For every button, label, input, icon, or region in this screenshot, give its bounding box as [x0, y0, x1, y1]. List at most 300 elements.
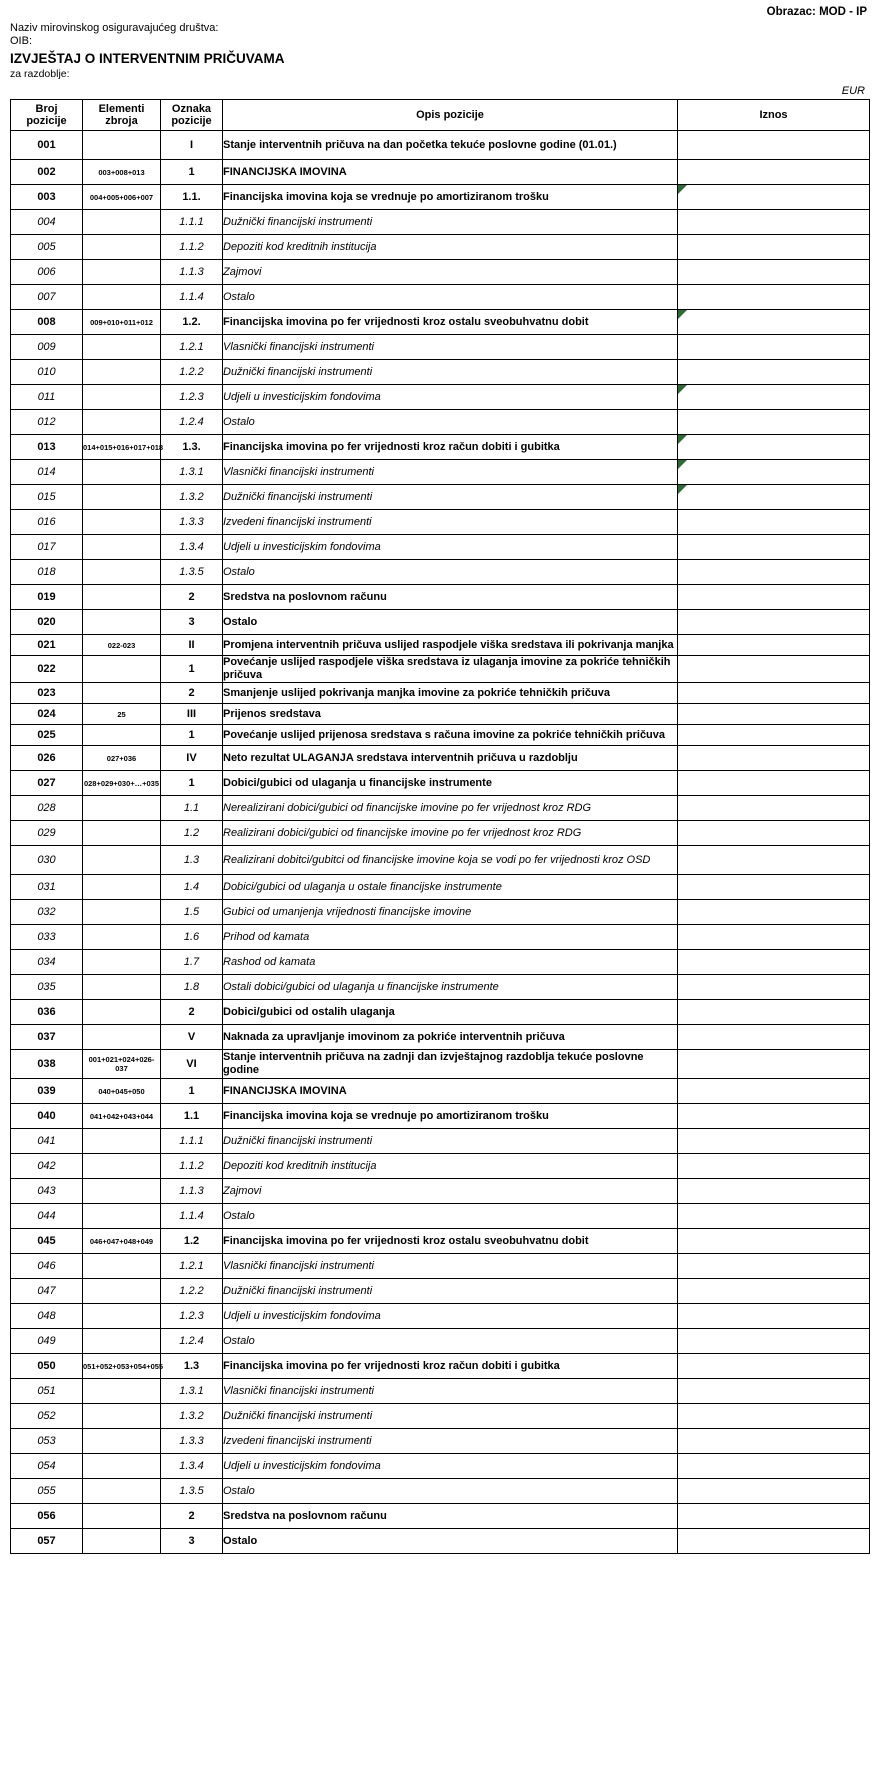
cell-oznaka-pozicije: 1.1.2 [161, 235, 223, 260]
cell-elementi-zbroja [83, 1404, 161, 1429]
table-row [11, 656, 870, 683]
col-header-opis-pozicije [223, 100, 678, 131]
cell-elementi-zbroja: 046+047+048+049 [83, 1229, 161, 1254]
cell-oznaka-pozicije: 1 [161, 771, 223, 796]
cell-opis-pozicije: Vlasnički financijski instrumenti [223, 335, 678, 360]
cell-iznos[interactable] [678, 846, 870, 875]
cell-opis-pozicije: Naknada za upravljanje imovinom za pokriće interventnih pričuva [223, 1025, 678, 1050]
cell-broj-pozicije: 008 [11, 310, 83, 335]
col-header-oznaka-line2: pozicije [171, 115, 212, 127]
table-row [11, 360, 870, 385]
cell-elementi-zbroja [83, 656, 161, 683]
cell-iznos[interactable] [678, 1429, 870, 1454]
cell-broj-pozicije: 022 [11, 656, 83, 683]
cell-elementi-zbroja [83, 725, 161, 746]
cell-iznos[interactable] [678, 704, 870, 725]
cell-elementi-zbroja [83, 1279, 161, 1304]
cell-elementi-zbroja [83, 410, 161, 435]
cell-oznaka-pozicije: 1.2.2 [161, 360, 223, 385]
table-row [11, 1229, 870, 1254]
col-header-oznaka-line1: Oznaka [171, 103, 212, 115]
cell-opis-pozicije: Financijska imovina po fer vrijednosti kroz ostalu sveobuhvatnu dobit [223, 310, 678, 335]
cell-oznaka-pozicije: 1 [161, 1079, 223, 1104]
cell-oznaka-pozicije: 1.3.4 [161, 535, 223, 560]
cell-broj-pozicije: 041 [11, 1129, 83, 1154]
cell-iznos-with-comment-marker[interactable] [678, 385, 870, 410]
cell-broj-pozicije: 012 [11, 410, 83, 435]
cell-elementi-zbroja [83, 485, 161, 510]
cell-elementi-zbroja [83, 535, 161, 560]
cell-oznaka-pozicije: I [161, 131, 223, 160]
cell-oznaka-pozicije: 1.2.1 [161, 335, 223, 360]
cell-iznos[interactable] [678, 335, 870, 360]
cell-broj-pozicije: 052 [11, 1404, 83, 1429]
cell-broj-pozicije: 031 [11, 875, 83, 900]
cell-iznos[interactable] [678, 925, 870, 950]
cell-broj-pozicije: 042 [11, 1154, 83, 1179]
table-row [11, 335, 870, 360]
cell-elementi-zbroja [83, 560, 161, 585]
cell-elementi-zbroja [83, 1379, 161, 1404]
cell-broj-pozicije: 039 [11, 1079, 83, 1104]
cell-broj-pozicije: 045 [11, 1229, 83, 1254]
cell-oznaka-pozicije: 1.3.3 [161, 510, 223, 535]
cell-iznos[interactable] [678, 360, 870, 385]
page-title: IZVJEŠTAJ O INTERVENTNIM PRIČUVAMA [10, 51, 285, 66]
cell-iznos[interactable] [678, 1204, 870, 1229]
cell-elementi-zbroja [83, 260, 161, 285]
cell-iznos[interactable] [678, 746, 870, 771]
cell-opis-pozicije: Dobici/gubici od ulaganja u financijske instrumente [223, 771, 678, 796]
cell-opis-pozicije: Financijska imovina koja se vrednuje po amortiziranom trošku [223, 1104, 678, 1129]
table-row [11, 1479, 870, 1504]
cell-iznos[interactable] [678, 635, 870, 656]
cell-elementi-zbroja [83, 385, 161, 410]
cell-elementi-zbroja [83, 1304, 161, 1329]
cell-opis-pozicije: Povećanje uslijed raspodjele viška sredstava iz ulaganja imovine za pokriće tehničkih pričuva [223, 656, 678, 683]
cell-oznaka-pozicije: 1.1 [161, 796, 223, 821]
cell-opis-pozicije: Ostalo [223, 610, 678, 635]
cell-oznaka-pozicije: 1.2 [161, 1229, 223, 1254]
table-row [11, 235, 870, 260]
cell-opis-pozicije: Udjeli u investicijskim fondovima [223, 535, 678, 560]
cell-oznaka-pozicije: 2 [161, 585, 223, 610]
cell-broj-pozicije: 027 [11, 771, 83, 796]
cell-iznos[interactable] [678, 1025, 870, 1050]
table-row [11, 1454, 870, 1479]
cell-elementi-zbroja [83, 1454, 161, 1479]
cell-broj-pozicije: 032 [11, 900, 83, 925]
cell-elementi-zbroja: 001+021+024+026-037 [83, 1050, 161, 1079]
cell-iznos[interactable] [678, 1404, 870, 1429]
cell-broj-pozicije: 020 [11, 610, 83, 635]
cell-opis-pozicije: Udjeli u investicijskim fondovima [223, 1454, 678, 1479]
cell-iznos[interactable] [678, 900, 870, 925]
cell-iznos[interactable] [678, 1129, 870, 1154]
cell-broj-pozicije: 025 [11, 725, 83, 746]
cell-elementi-zbroja [83, 360, 161, 385]
cell-elementi-zbroja [83, 1254, 161, 1279]
period-label: za razdoblje: [10, 68, 70, 80]
cell-broj-pozicije: 040 [11, 1104, 83, 1129]
cell-elementi-zbroja [83, 1154, 161, 1179]
cell-opis-pozicije: Ostalo [223, 1529, 678, 1554]
cell-opis-pozicije: FINANCIJSKA IMOVINA [223, 160, 678, 185]
cell-opis-pozicije: Realizirani dobitci/gubitci od financijske imovine koja se vodi po fer vrijednosti kroz OSD [223, 846, 678, 875]
cell-opis-pozicije: Stanje interventnih pričuva na dan početka tekuće poslovne godine (01.01.) [223, 131, 678, 160]
cell-iznos[interactable] [678, 1454, 870, 1479]
cell-iznos[interactable] [678, 771, 870, 796]
table-row [11, 1379, 870, 1404]
cell-iznos-with-comment-marker[interactable] [678, 185, 870, 210]
table-row [11, 725, 870, 746]
cell-elementi-zbroja: 004+005+006+007 [83, 185, 161, 210]
cell-oznaka-pozicije: 1.1 [161, 1104, 223, 1129]
interventne-pricuve-table [10, 99, 870, 1554]
cell-opis-pozicije: Smanjenje uslijed pokrivanja manjka imovine za pokriće tehničkih pričuva [223, 683, 678, 704]
cell-iznos[interactable] [678, 1050, 870, 1079]
table-row [11, 704, 870, 725]
cell-elementi-zbroja: 003+008+013 [83, 160, 161, 185]
cell-broj-pozicije: 029 [11, 821, 83, 846]
cell-iznos[interactable] [678, 1079, 870, 1104]
table-row [11, 925, 870, 950]
cell-opis-pozicije: Financijska imovina po fer vrijednosti kroz račun dobiti i gubitka [223, 1354, 678, 1379]
table-row [11, 1154, 870, 1179]
cell-broj-pozicije: 017 [11, 535, 83, 560]
cell-iznos[interactable] [678, 285, 870, 310]
cell-opis-pozicije: Rashod od kamata [223, 950, 678, 975]
cell-broj-pozicije: 002 [11, 160, 83, 185]
table-row [11, 1504, 870, 1529]
cell-iznos[interactable] [678, 950, 870, 975]
cell-iznos[interactable] [678, 875, 870, 900]
table-row [11, 1529, 870, 1554]
table-row [11, 1204, 870, 1229]
cell-iznos[interactable] [678, 131, 870, 160]
cell-iznos[interactable] [678, 560, 870, 585]
cell-oznaka-pozicije: 1.3.2 [161, 1404, 223, 1429]
table-row [11, 210, 870, 235]
col-header-elementi-line1: Elementi [98, 103, 145, 115]
cell-iznos[interactable] [678, 1229, 870, 1254]
cell-iznos[interactable] [678, 1254, 870, 1279]
cell-broj-pozicije: 005 [11, 235, 83, 260]
table-row [11, 285, 870, 310]
currency-label: EUR [841, 85, 865, 97]
cell-oznaka-pozicije: 1.7 [161, 950, 223, 975]
cell-elementi-zbroja [83, 1504, 161, 1529]
cell-iznos[interactable] [678, 1304, 870, 1329]
cell-elementi-zbroja [83, 610, 161, 635]
cell-oznaka-pozicije: 1.3 [161, 846, 223, 875]
table-row [11, 635, 870, 656]
table-row [11, 1329, 870, 1354]
cell-elementi-zbroja [83, 1204, 161, 1229]
cell-iznos[interactable] [678, 1354, 870, 1379]
table-row [11, 821, 870, 846]
cell-oznaka-pozicije: IV [161, 746, 223, 771]
cell-iznos[interactable] [678, 1000, 870, 1025]
cell-broj-pozicije: 055 [11, 1479, 83, 1504]
cell-elementi-zbroja [83, 1179, 161, 1204]
cell-opis-pozicije: Nerealizirani dobici/gubici od financijske imovine po fer vrijednost kroz RDG [223, 796, 678, 821]
cell-oznaka-pozicije: VI [161, 1050, 223, 1079]
cell-oznaka-pozicije: 1 [161, 725, 223, 746]
cell-opis-pozicije: Sredstva na poslovnom računu [223, 1504, 678, 1529]
cell-elementi-zbroja [83, 1329, 161, 1354]
table-header [11, 100, 870, 131]
cell-opis-pozicije: Zajmovi [223, 260, 678, 285]
cell-oznaka-pozicije: 1.1.2 [161, 1154, 223, 1179]
table-row [11, 610, 870, 635]
cell-iznos[interactable] [678, 510, 870, 535]
cell-broj-pozicije: 050 [11, 1354, 83, 1379]
table-row [11, 1429, 870, 1454]
cell-broj-pozicije: 036 [11, 1000, 83, 1025]
cell-iznos[interactable] [678, 1104, 870, 1129]
cell-oznaka-pozicije: V [161, 1025, 223, 1050]
cell-iznos[interactable] [678, 585, 870, 610]
cell-iznos[interactable] [678, 683, 870, 704]
cell-oznaka-pozicije: 2 [161, 1000, 223, 1025]
cell-broj-pozicije: 011 [11, 385, 83, 410]
col-header-broj-line2: pozicije [26, 115, 67, 127]
cell-iznos[interactable] [678, 210, 870, 235]
cell-opis-pozicije: Prijenos sredstava [223, 704, 678, 725]
cell-iznos[interactable] [678, 821, 870, 846]
cell-elementi-zbroja [83, 683, 161, 704]
cell-iznos[interactable] [678, 1504, 870, 1529]
cell-broj-pozicije: 009 [11, 335, 83, 360]
cell-iznos[interactable] [678, 235, 870, 260]
cell-iznos[interactable] [678, 260, 870, 285]
table-row [11, 260, 870, 285]
cell-oznaka-pozicije: II [161, 635, 223, 656]
cell-opis-pozicije: Ostalo [223, 1204, 678, 1229]
cell-opis-pozicije: Udjeli u investicijskim fondovima [223, 1304, 678, 1329]
cell-oznaka-pozicije: 3 [161, 610, 223, 635]
table-row [11, 560, 870, 585]
cell-opis-pozicije: Gubici od umanjenja vrijednosti financijske imovine [223, 900, 678, 925]
cell-broj-pozicije: 033 [11, 925, 83, 950]
cell-broj-pozicije: 057 [11, 1529, 83, 1554]
cell-broj-pozicije: 007 [11, 285, 83, 310]
cell-elementi-zbroja: 027+036 [83, 746, 161, 771]
cell-iznos[interactable] [678, 1379, 870, 1404]
form-code: Obrazac: MOD - IP [766, 6, 867, 18]
cell-opis-pozicije: Ostali dobici/gubici od ulaganja u financijske instrumente [223, 975, 678, 1000]
cell-iznos[interactable] [678, 725, 870, 746]
cell-broj-pozicije: 003 [11, 185, 83, 210]
table-row [11, 771, 870, 796]
cell-opis-pozicije: Stanje interventnih pričuva na zadnji dan izvještajnog razdoblja tekuće poslovne godine [223, 1050, 678, 1079]
cell-iznos-with-comment-marker[interactable] [678, 310, 870, 335]
cell-elementi-zbroja [83, 131, 161, 160]
cell-iznos[interactable] [678, 1479, 870, 1504]
company-name-label: Naziv mirovinskog osiguravajućeg društva: [10, 22, 219, 34]
table-row [11, 510, 870, 535]
cell-oznaka-pozicije: 1.4 [161, 875, 223, 900]
cell-broj-pozicije: 013 [11, 435, 83, 460]
cell-elementi-zbroja: 022-023 [83, 635, 161, 656]
cell-iznos-with-comment-marker[interactable] [678, 460, 870, 485]
cell-iznos[interactable] [678, 1154, 870, 1179]
cell-oznaka-pozicije: 1.1.1 [161, 1129, 223, 1154]
table-row [11, 683, 870, 704]
col-header-elementi-zbroja [83, 100, 161, 131]
cell-oznaka-pozicije: 1.3.5 [161, 560, 223, 585]
table-row [11, 1179, 870, 1204]
cell-opis-pozicije: Financijska imovina po fer vrijednosti kroz ostalu sveobuhvatnu dobit [223, 1229, 678, 1254]
table-row [11, 1404, 870, 1429]
cell-broj-pozicije: 044 [11, 1204, 83, 1229]
cell-oznaka-pozicije: 1.2 [161, 821, 223, 846]
cell-opis-pozicije: Izvedeni financijski instrumenti [223, 510, 678, 535]
table-row [11, 1354, 870, 1379]
cell-broj-pozicije: 004 [11, 210, 83, 235]
cell-iznos[interactable] [678, 975, 870, 1000]
cell-opis-pozicije: Sredstva na poslovnom računu [223, 585, 678, 610]
col-header-broj-pozicije [11, 100, 83, 131]
cell-iznos-with-comment-marker[interactable] [678, 485, 870, 510]
cell-oznaka-pozicije: 1.2.4 [161, 1329, 223, 1354]
cell-broj-pozicije: 026 [11, 746, 83, 771]
table-row [11, 846, 870, 875]
col-header-elementi-line2: zbroja [105, 115, 138, 127]
cell-elementi-zbroja [83, 1129, 161, 1154]
cell-opis-pozicije: Povećanje uslijed prijenosa sredstava s računa imovine za pokriće tehničkih pričuva [223, 725, 678, 746]
cell-oznaka-pozicije: 1.1.4 [161, 285, 223, 310]
cell-oznaka-pozicije: 1.8 [161, 975, 223, 1000]
cell-oznaka-pozicije: 1.3.5 [161, 1479, 223, 1504]
cell-oznaka-pozicije: 1.2.3 [161, 1304, 223, 1329]
table-row [11, 535, 870, 560]
cell-opis-pozicije: Dobici/gubici od ulaganja u ostale financijske instrumente [223, 875, 678, 900]
cell-broj-pozicije: 046 [11, 1254, 83, 1279]
cell-elementi-zbroja [83, 796, 161, 821]
cell-oznaka-pozicije: 1.2. [161, 310, 223, 335]
cell-elementi-zbroja [83, 1479, 161, 1504]
cell-iznos[interactable] [678, 610, 870, 635]
table-row [11, 975, 870, 1000]
cell-oznaka-pozicije: 1.3.3 [161, 1429, 223, 1454]
cell-iznos[interactable] [678, 1529, 870, 1554]
cell-opis-pozicije: Ostalo [223, 1479, 678, 1504]
table-row [11, 1104, 870, 1129]
cell-opis-pozicije: Dužnički financijski instrumenti [223, 1404, 678, 1429]
cell-broj-pozicije: 035 [11, 975, 83, 1000]
cell-broj-pozicije: 034 [11, 950, 83, 975]
cell-broj-pozicije: 028 [11, 796, 83, 821]
cell-elementi-zbroja [83, 335, 161, 360]
cell-oznaka-pozicije: 1.2.2 [161, 1279, 223, 1304]
cell-opis-pozicije: Promjena interventnih pričuva uslijed raspodjele viška sredstava ili pokrivanja manjka [223, 635, 678, 656]
table-row [11, 1079, 870, 1104]
cell-opis-pozicije: Vlasnički financijski instrumenti [223, 460, 678, 485]
cell-broj-pozicije: 016 [11, 510, 83, 535]
cell-elementi-zbroja: 041+042+043+044 [83, 1104, 161, 1129]
cell-elementi-zbroja [83, 1529, 161, 1554]
cell-iznos[interactable] [678, 535, 870, 560]
cell-elementi-zbroja [83, 1429, 161, 1454]
cell-oznaka-pozicije: 1.3 [161, 1354, 223, 1379]
cell-opis-pozicije: Vlasnički financijski instrumenti [223, 1379, 678, 1404]
cell-iznos[interactable] [678, 410, 870, 435]
table-row [11, 1304, 870, 1329]
cell-iznos[interactable] [678, 796, 870, 821]
col-header-broj-line1: Broj [35, 103, 58, 115]
cell-oznaka-pozicije: 1.1.3 [161, 260, 223, 285]
cell-iznos[interactable] [678, 1279, 870, 1304]
cell-oznaka-pozicije: 3 [161, 1529, 223, 1554]
cell-elementi-zbroja: 028+029+030+…+035 [83, 771, 161, 796]
table-row [11, 950, 870, 975]
table-row [11, 900, 870, 925]
cell-opis-pozicije: Dužnički financijski instrumenti [223, 210, 678, 235]
cell-oznaka-pozicije: III [161, 704, 223, 725]
cell-opis-pozicije: Dužnički financijski instrumenti [223, 485, 678, 510]
cell-iznos[interactable] [678, 1329, 870, 1354]
cell-broj-pozicije: 014 [11, 460, 83, 485]
cell-elementi-zbroja [83, 925, 161, 950]
cell-broj-pozicije: 006 [11, 260, 83, 285]
cell-oznaka-pozicije: 1.1. [161, 185, 223, 210]
table-row [11, 1254, 870, 1279]
cell-oznaka-pozicije: 1.3.2 [161, 485, 223, 510]
cell-iznos[interactable] [678, 656, 870, 683]
table-row [11, 385, 870, 410]
col-header-oznaka-pozicije [161, 100, 223, 131]
cell-oznaka-pozicije: 1.2.4 [161, 410, 223, 435]
cell-opis-pozicije: Vlasnički financijski instrumenti [223, 1254, 678, 1279]
col-header-opis-line1: Opis pozicije [416, 109, 484, 121]
cell-opis-pozicije: Financijska imovina koja se vrednuje po amortiziranom trošku [223, 185, 678, 210]
cell-broj-pozicije: 056 [11, 1504, 83, 1529]
cell-broj-pozicije: 010 [11, 360, 83, 385]
table-row [11, 585, 870, 610]
cell-opis-pozicije: Ostalo [223, 560, 678, 585]
cell-oznaka-pozicije: 1.3. [161, 435, 223, 460]
cell-opis-pozicije: Depoziti kod kreditnih institucija [223, 235, 678, 260]
cell-oznaka-pozicije: 1.2.3 [161, 385, 223, 410]
cell-oznaka-pozicije: 1.3.1 [161, 460, 223, 485]
cell-broj-pozicije: 054 [11, 1454, 83, 1479]
cell-oznaka-pozicije: 1.1.1 [161, 210, 223, 235]
cell-elementi-zbroja [83, 950, 161, 975]
table-row [11, 410, 870, 435]
cell-opis-pozicije: Dužnički financijski instrumenti [223, 360, 678, 385]
oib-label: OIB: [10, 35, 33, 47]
table-row [11, 310, 870, 335]
cell-iznos[interactable] [678, 1179, 870, 1204]
cell-elementi-zbroja [83, 210, 161, 235]
cell-iznos[interactable] [678, 160, 870, 185]
cell-broj-pozicije: 001 [11, 131, 83, 160]
cell-iznos-with-comment-marker[interactable] [678, 435, 870, 460]
cell-elementi-zbroja [83, 235, 161, 260]
cell-opis-pozicije: Izvedeni financijski instrumenti [223, 1429, 678, 1454]
cell-elementi-zbroja [83, 1025, 161, 1050]
cell-elementi-zbroja [83, 1000, 161, 1025]
cell-broj-pozicije: 053 [11, 1429, 83, 1454]
col-header-iznos-line1: Iznos [759, 109, 788, 121]
cell-oznaka-pozicije: 1.3.1 [161, 1379, 223, 1404]
col-header-iznos [678, 100, 870, 131]
cell-broj-pozicije: 021 [11, 635, 83, 656]
cell-oznaka-pozicije: 1.2.1 [161, 1254, 223, 1279]
table-row [11, 1279, 870, 1304]
